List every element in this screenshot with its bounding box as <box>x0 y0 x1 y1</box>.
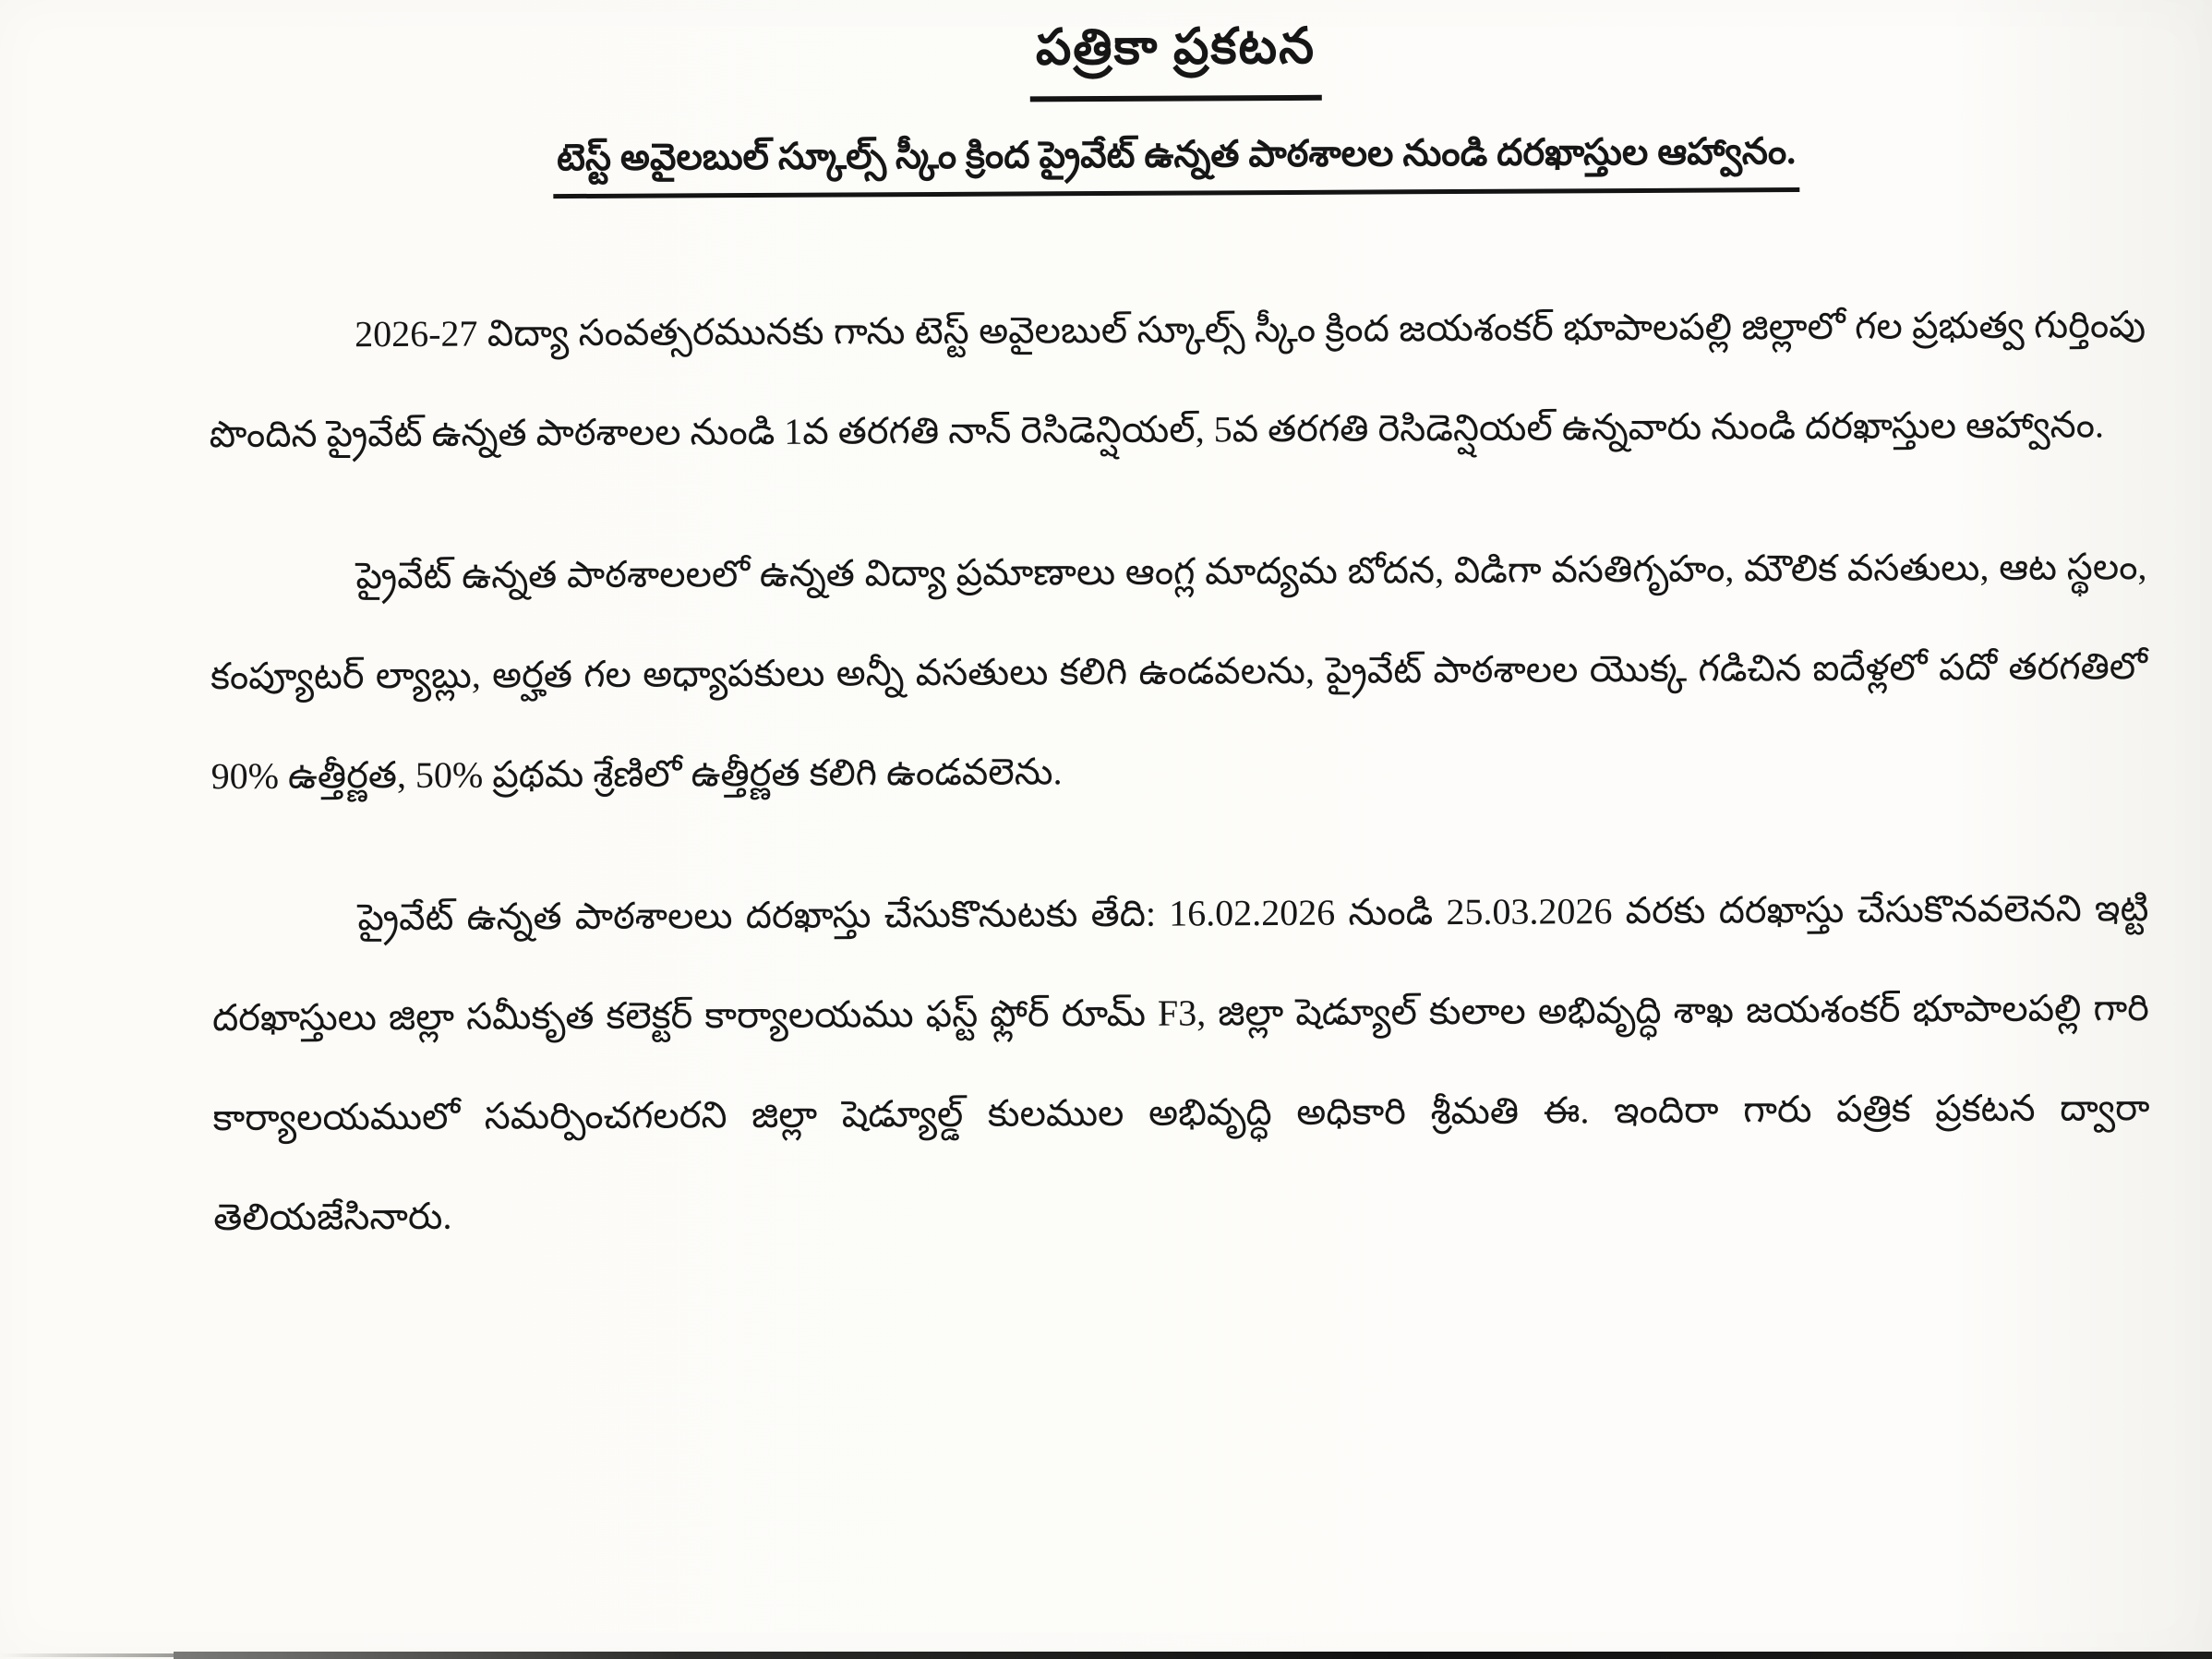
document-title-text: పత్రికా ప్రకటన <box>1030 18 1322 102</box>
paragraph-intro: 2026-27 విద్యా సంవత్సరమునకు గాను టెస్ట్ అవైలబుల్ స్కూల్స్ స్కీం క్రింద జయశంకర్ భూపాలపల్లి జిల్లాలో గల ప్రభుత్వ గుర్తింపు పొందిన ప్రైవేట్ ఉన్నత పాఠశాలల నుండి 1వ తరగతి నాన్ రెసిడెన్షియల్, 5వ తరగతి రెసిడెన్షియల్ ఉన్నవారు నుండి దరఖాస్తుల ఆహ్వానం. <box>209 304 2146 456</box>
paragraph-eligibility-criteria: ప్రైవేట్ ఉన్నత పాఠశాలలలో ఉన్నత విద్యా ప్రమాణాలు ఆంగ్ల మాద్యమ బోదన, విడిగా వసతిగృహం, మౌలిక వసతులు, ఆట స్థలం, కంప్యూటర్ ల్యాబ్లు, అర్హత గల అధ్యాపకులు అన్నీ వసతులు కలిగి ఉండవలను, ప్రైవేట్ పాఠశాలల యొక్క గడిచిన ఐదేళ్లలో పదో తరగతిలో 90% ఉత్తీర్ణత, 50% ప్రథమ శ్రేణిలో ఉత్తీర్ణత కలిగి ఉండవలెను. <box>210 546 2148 798</box>
scan-bottom-edge-artifact <box>174 1652 2212 1659</box>
document-subtitle <box>208 127 2145 200</box>
paragraph-application-details: ప్రైవేట్ ఉన్నత పాఠశాలలు దరఖాస్తు చేసుకొనుటకు తేది: 16.02.2026 నుండి 25.03.2026 వరకు దరఖాస్తు చేసుకొనవలెనని ఇట్టి దరఖాస్తులు జిల్లా సమీకృత కలెక్టర్ కార్యాలయము ఫస్ట్ ఫ్లోర్ రూమ్ F3, జిల్లా షెడ్యూల్ కులాల అభివృద్ధి శాఖ జయశంకర్ భూపాలపల్లి గారి కార్యాలయములో సమర్పించగలరని జిల్లా షెడ్యూల్డ్ కులముల అభివృద్ధి అధికారి శ్రీమతి ఈ. ఇందిరా గారు పత్రిక ప్రకటన ద్వారా తెలియజేసినారు. <box>211 887 2150 1239</box>
scan-bottom-smudge-artifact <box>0 1653 174 1657</box>
document-subtitle-text: టెస్ట్ అవైలబుల్ స్కూల్స్ స్కీం క్రింద ప్రైవేట్ ఉన్నత పాఠశాలల నుండి దరఖాస్తుల ఆహ్వానం. <box>553 129 1800 198</box>
document-title <box>207 13 2144 106</box>
